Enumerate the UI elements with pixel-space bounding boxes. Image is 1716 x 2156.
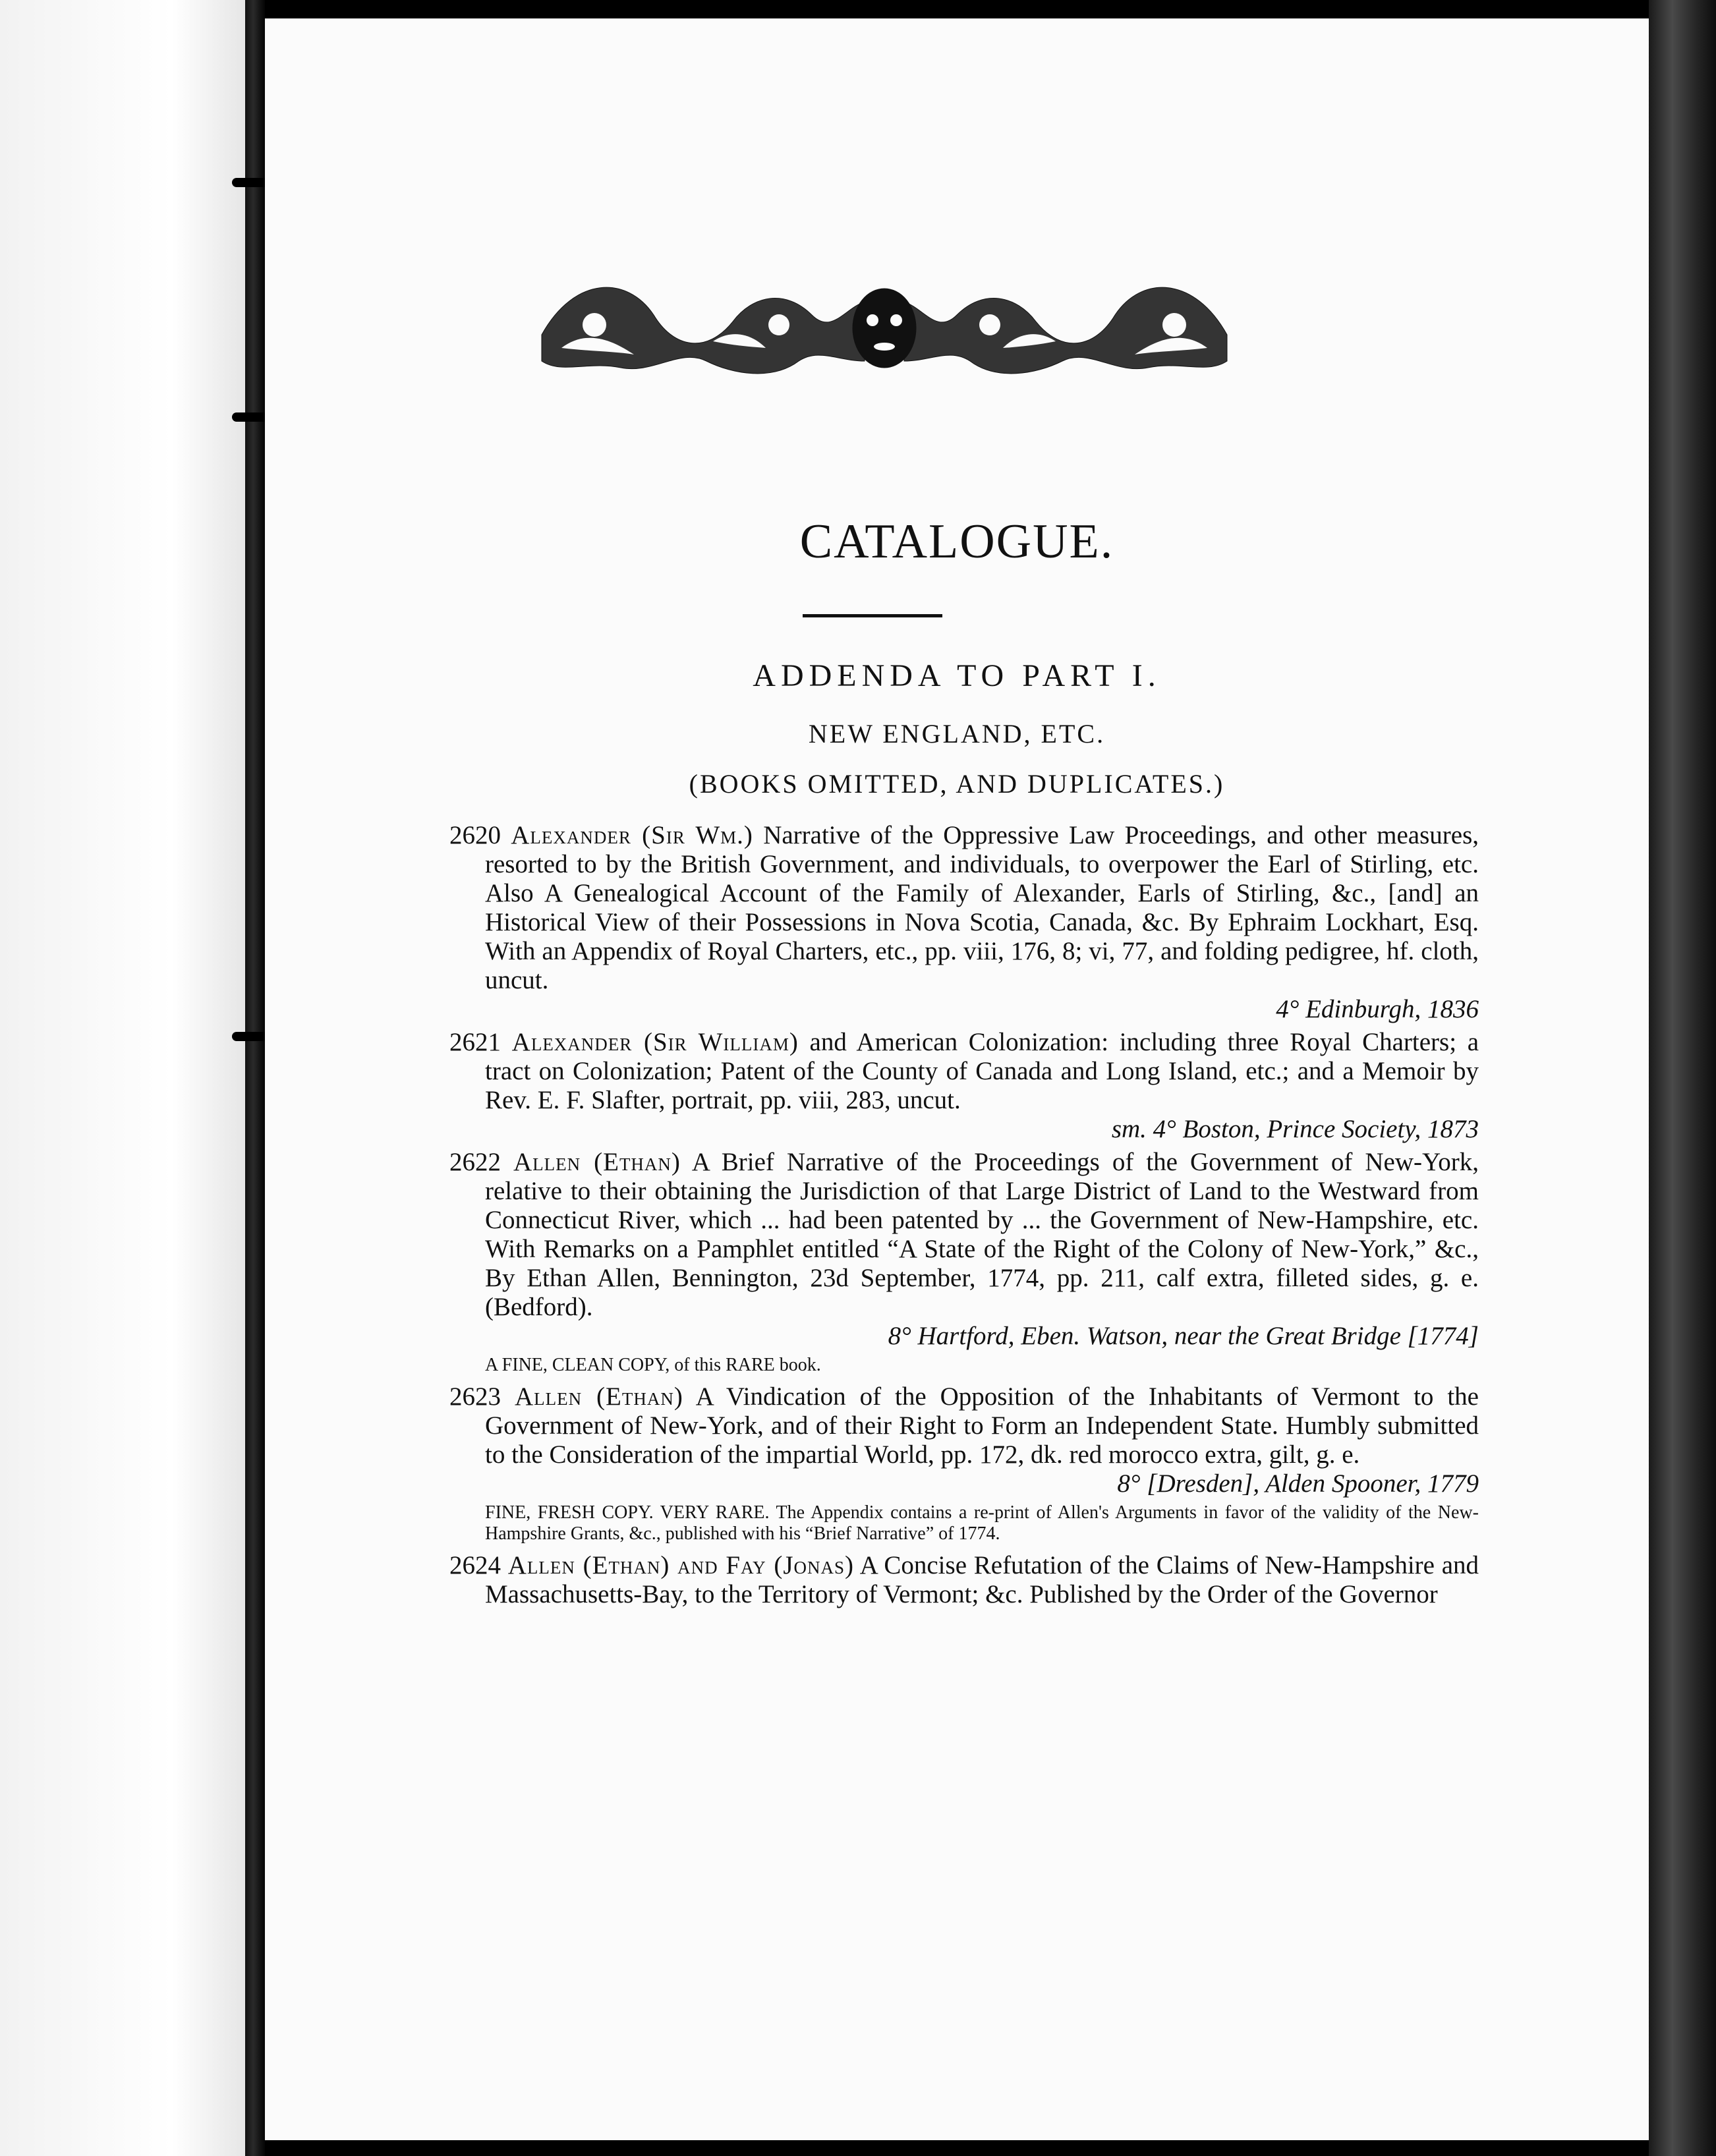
left-facing-page <box>0 0 245 2156</box>
lot-number: 2622 <box>449 1148 501 1176</box>
catalogue-entry <box>449 1382 1479 1498</box>
catalogue-entry <box>449 1148 1479 1351</box>
region-heading: NEW ENGLAND, ETC. <box>808 719 1106 749</box>
catalogue-entries <box>449 821 1479 1613</box>
subheading: (BOOKS OMITTED, AND DUPLICATES.) <box>689 769 1225 799</box>
entry-description: and American Colonization: including three Royal Charters; a tract on Colonization; Patent of the County of Canada and Long Island, etc.; and a Memoir by Rev. E. F. Slafter, portrait, pp. viii, 283, uncut. <box>485 1028 1479 1114</box>
lot-number: 2621 <box>449 1028 501 1056</box>
entry-description: Narrative of the Oppressive Law Proceedings, and other measures, resorted to by the British Government, and individuals, to overpower the Earl of Stirling, etc. Also A Genealogical Account of the Family of Alexander, Earls of Stirling, &c., [and] an Historical View of their Possessions in Nova Scotia, Canada, &c. By Ephraim Lockhart, Esq. With an Appendix of Royal Charters, etc., pp. viii, 176, 8; vi, 77, and folding pedigree, hf. cloth, uncut. <box>485 821 1479 994</box>
lot-number: 2620 <box>449 821 501 849</box>
entry-imprint: sm. 4° Boston, Prince Society, 1873 <box>1111 1115 1479 1143</box>
entry-description: A Brief Narrative of the Proceedings of the Government of New-York, relative to their obtaining the Jurisdiction of that Large District of Land to the Westward from Connecticut River, which ... had been patented by ... the Government of New-Hampshire, etc. With Remarks on a Pamphlet entitled “A State of the Right of the Colony of New-York,” &c., By Ethan Allen, Bennington, 23d September, 1774, pp. 211, calf extra, filleted sides, g. e. (Bedford). <box>485 1148 1479 1321</box>
entry-imprint: 4° Edinburgh, 1836 <box>1276 995 1479 1023</box>
title-divider <box>803 614 942 617</box>
catalogue-page <box>265 18 1649 2140</box>
entry-description: A Vindication of the Opposition of the Inhabitants of Vermont to the Government of New-York, and of their Right to Form an Independent State. Humbly submitted to the Consideration of the impartial World, pp. 172, dk. red morocco extra, gilt, g. e. <box>485 1382 1479 1469</box>
lot-number: 2624 <box>449 1551 501 1579</box>
entry-author: Allen (Ethan) and Fay (Jonas) <box>507 1551 855 1579</box>
catalogue-entry <box>449 1028 1479 1144</box>
entry-author: Allen (Ethan) <box>514 1382 683 1411</box>
entry-imprint: 8° Hartford, Eben. Watson, near the Great Bridge [1774] <box>888 1322 1479 1350</box>
page-title: CATALOGUE. <box>799 515 1114 569</box>
entry-author: Alexander (Sir Wm.) <box>511 821 753 849</box>
lot-number: 2623 <box>449 1382 501 1411</box>
entry-note: FINE, FRESH COPY. VERY RARE. The Appendix contains a re-print of Allen's Arguments in favor of the validity of the New-Hampshire Grants, &c., published with his “Brief Narrative” of 1774. <box>485 1502 1479 1544</box>
entry-author: Allen (Ethan) <box>513 1148 681 1176</box>
floral-headpiece-ornament <box>535 262 1234 394</box>
entry-description: A Concise Refutation of the Claims of New-Hampshire and Massachusetts-Bay, to the Territory of Vermont; &c. Published by the Order of the Governor <box>485 1551 1479 1608</box>
entry-imprint: 8° [Dresden], Alden Spooner, 1779 <box>1117 1469 1479 1498</box>
page-edge-stack <box>1649 0 1716 2156</box>
entry-author: Alexander (Sir William) <box>511 1028 799 1056</box>
addenda-heading: ADDENDA TO PART I. <box>753 658 1161 693</box>
catalogue-entry <box>449 1551 1479 1609</box>
catalogue-entry <box>449 821 1479 1024</box>
entry-note: A FINE, CLEAN COPY, of this RARE book. <box>485 1355 821 1375</box>
book-spine <box>245 0 265 2156</box>
